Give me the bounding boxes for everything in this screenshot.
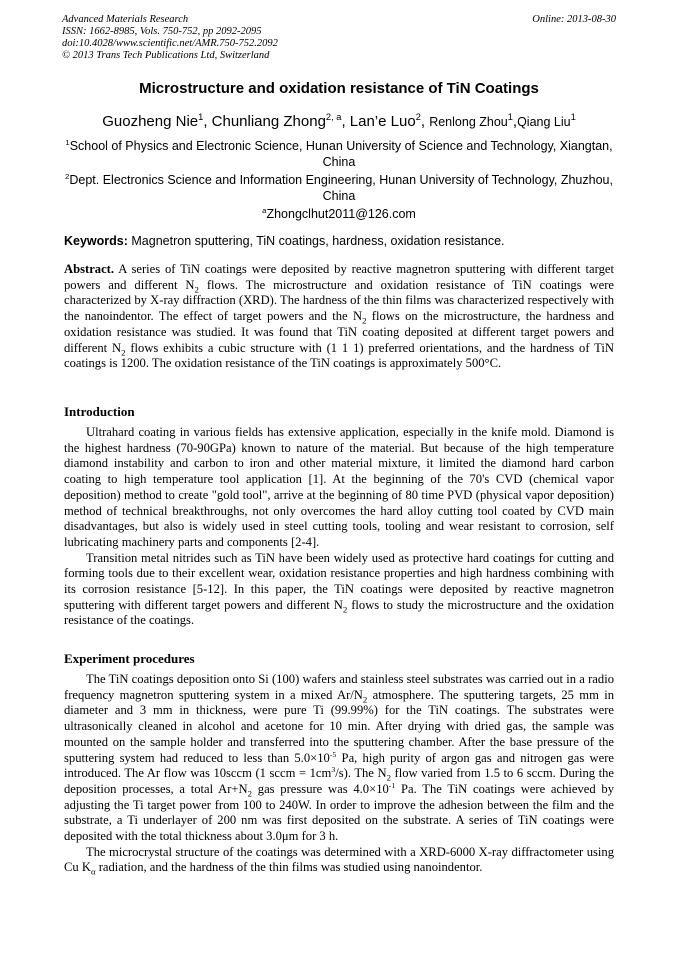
affiliation-mark: 2 [65, 171, 70, 181]
paper-title: Microstructure and oxidation resistance of TiN Coatings [139, 80, 539, 97]
paragraph-text: The microcrystal structure of the coatings was determined with a XRD-6000 X-ray diffractometer using Cu K [64, 844, 614, 875]
affiliation-1 [60, 138, 618, 170]
abstract-text: flows. The microstructure and oxidation resistance of TiN coatings were characterized by X-ray diffraction (XRD). The hardness of the thin films was characterized respectively with the nanoindentor. The effect of target powers and the N [64, 277, 614, 324]
corresponding-email [60, 206, 618, 222]
doi-line: doi:10.4028/www.scientific.net/AMR.750-752.2092 [62, 38, 278, 49]
introduction-paragraph [64, 551, 614, 630]
abstract-text: flows exhibits a cubic structure with (1 1 1) preferred orientations, and the hardness of TiN coatings is 1200. The oxidation resistance of the TiN coatings is approximately 500°C. [64, 340, 614, 371]
subscript: 2 [194, 284, 199, 295]
affiliation-text: School of Physics and Electronic Science, Hunan University of Science and Technology, Xiangtan, China [69, 139, 613, 169]
author-name: Qiang Liu [517, 115, 571, 129]
abstract-label: Abstract. [64, 262, 115, 276]
subscript: 2 [342, 604, 348, 615]
paragraph-text: Pa, high purity of argon gas and nitrogen gas were introduced. The Ar flow was 10sccm (1 sccm = 1cm [64, 750, 614, 781]
experiment-paragraph [64, 845, 614, 876]
author-affiliation-mark: 2, a [325, 112, 342, 122]
online-date: Online: 2013-08-30 [532, 14, 616, 25]
paragraph-text: /s). The N [335, 766, 387, 781]
paragraph-text: Pa. The TiN coatings were achieved by adjusting the Ti target power from 100 to 240W. In order to improve the adhesion between the film and the substrate, a Ti underlayer of 200 nm was first deposited on the substrate. A series of TiN coatings were deposited with the total thickness about 3.0μm for 3 h. [64, 781, 614, 844]
subscript: 2 [121, 347, 126, 358]
superscript: -1 [388, 780, 396, 790]
author-affiliation-mark: 1 [507, 112, 513, 122]
affiliation-mark: 1 [65, 137, 70, 147]
issn-line: ISSN: 1662-8985, Vols. 750-752, pp 2092-2095 [62, 26, 262, 37]
paragraph-text: Transition metal nitrides such as TiN have been widely used as protective hard coatings for cutting and forming tools due to their excellent wear, oxidation resistance properties and high hardness combining with its corrosion resistance [5-12]. In this paper, the TiN coatings were deposited by reactive magnetron sputtering with different target powers and different N [64, 550, 614, 612]
author-affiliation-mark: 1 [198, 112, 204, 122]
experiment-heading: Experiment procedures [64, 651, 195, 666]
author-affiliation-mark: 1 [570, 112, 576, 122]
abstract-text: A series of TiN coatings were deposited by reactive magnetron sputtering with different target powers and different N [64, 262, 614, 292]
author-name: Renlong Zhou [429, 115, 508, 129]
subscript: 2 [362, 315, 367, 326]
introduction-heading: Introduction [64, 404, 135, 419]
paragraph-text: radiation, and the hardness of the thin films was studied using nanoindentor. [95, 860, 483, 875]
subscript: 2 [386, 772, 391, 783]
author-list: Guozheng Nie$^1$, Chunliang Zhong$^{2, a}$, Lan’e Luo$^2$, Renlong Zhou$^1$,Qiang Liu$^1$ [102, 112, 576, 130]
author-name: Chunliang Zhong [211, 113, 326, 130]
superscript: 3 [331, 765, 336, 775]
abstract [64, 262, 614, 372]
subscript: α [90, 866, 96, 877]
affiliation-text: Dept. Electronics Science and Information Engineering, Hunan University of Technology, Zhuzhou, China [69, 173, 613, 203]
paragraph-text: flows to study the microstructure and the oxidation resistance of the coatings. [64, 597, 614, 628]
email-mark: a [262, 205, 267, 215]
superscript: -5 [329, 749, 337, 759]
keywords-label: Keywords: [64, 234, 128, 248]
subscript: 2 [247, 788, 253, 799]
author-name: Guozheng Nie [102, 113, 199, 130]
affiliation-2 [60, 172, 618, 204]
copyright-line: © 2013 Trans Tech Publications Ltd, Switzerland [62, 50, 270, 61]
email-text: Zhongclhut2011@126.com [266, 207, 416, 221]
introduction-body [64, 425, 614, 629]
experiment-body [64, 672, 614, 876]
paragraph-text: flow varied from 1.5 to 6 sccm. During the deposition processes, a total Ar+N [64, 766, 614, 796]
subscript: 2 [362, 694, 368, 705]
abstract-text: flows on the microstructure, the hardness and oxidation resistance was studied. It was found that TiN coating deposited at different target powers and different N [64, 309, 614, 355]
experiment-paragraph [64, 672, 614, 845]
keywords-text: Magnetron sputtering, TiN coatings, hardness, oxidation resistance. [131, 234, 505, 248]
journal-name: Advanced Materials Research [62, 14, 189, 25]
paragraph-text: atmosphere. The sputtering targets, 25 mm in diameter and 3 mm in thickness, were pure Ti (99.99%) for the TiN coatings. The substrates were ultrasonically cleaned in alcohol and acetone for 10 min. After drying with dried gas, the sample was mounted on the sample holder and transferred into the sputtering chamber. After the base pressure of the sputtering system had reduced to less than 5.0×10 [64, 687, 614, 765]
author-affiliation-mark: 2 [415, 112, 421, 122]
author-name: Lan’e Luo [349, 113, 416, 130]
keywords [64, 234, 616, 248]
paragraph-text: gas pressure was 4.0×10 [252, 781, 389, 796]
paragraph-text: The TiN coatings deposition onto Si (100) wafers and stainless steel substrates was carried out in a radio frequency magnetron sputtering system in a mixed Ar/N [64, 672, 614, 702]
introduction-paragraph: Ultrahard coating in various fields has extensive application, especially in the knife mold. Diamond is the highest hardness (70-90GPa) known to nature of the material. But because of the high temperature diamond instability and carbon to iron and other material mixture, it limited the diamond hard carbon coating to high temperature tool application [1]. At the beginning of the 70's CVD (chemical vapor deposition) method to create "gold tool", arrive at the beginning of 80 time PVD (physical vapor deposition) method of technical breakthroughs, not only overcomes the hard alloy cutting tool coated by CVD main disadvantages, but also is widely used in steel cutting tools, tooling and wear resistant to corrosion, self lubricating machinery parts and components [2-4]. [64, 425, 614, 549]
journal-header [62, 14, 278, 62]
